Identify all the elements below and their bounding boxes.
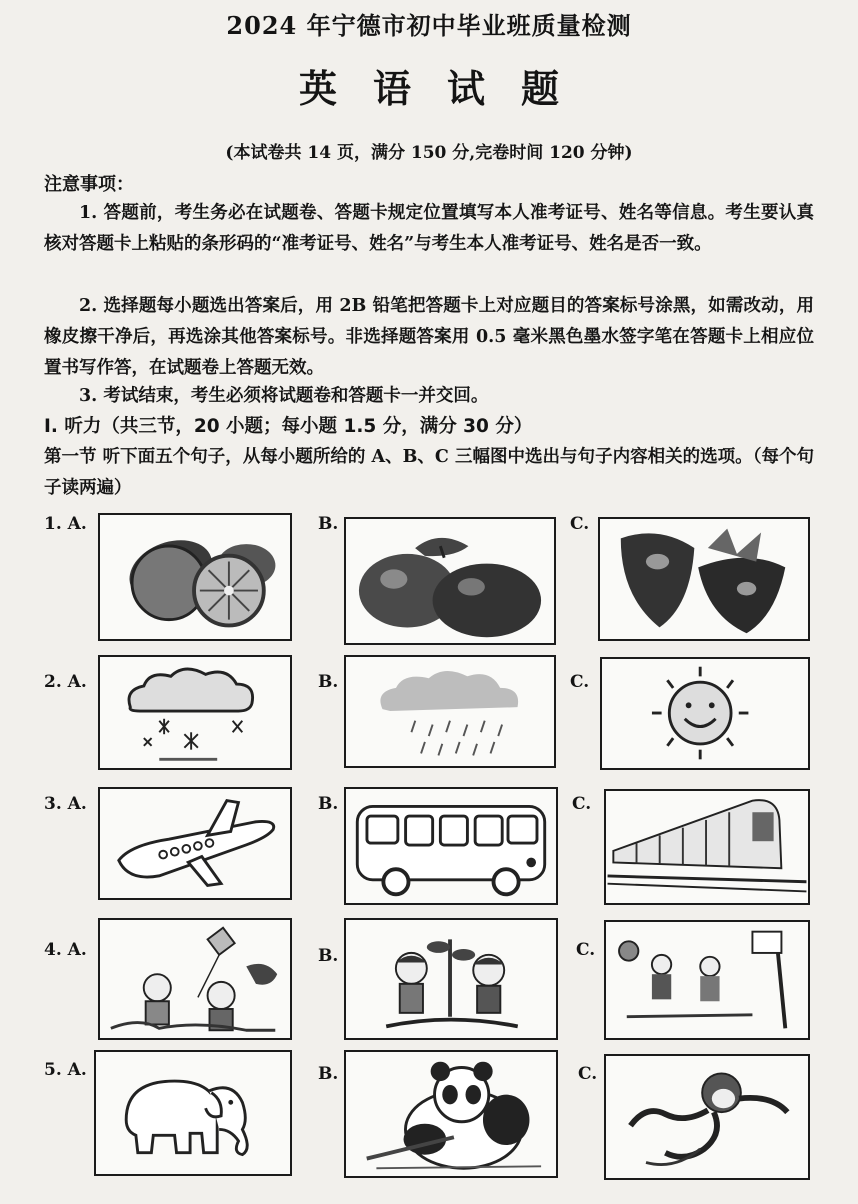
- question-4-option-b-label: B.: [318, 946, 339, 966]
- section-heading: Ⅰ. 听力（共三节，20 小题；每小题 1.5 分，满分 30 分）: [44, 416, 533, 437]
- question-5-option-c[interactable]: [604, 1054, 810, 1180]
- question-2-number: 2. A.: [44, 672, 87, 692]
- question-3-number: 3. A.: [44, 794, 87, 814]
- orange-icon: [100, 515, 290, 639]
- question-4-option-c-label: C.: [576, 940, 596, 960]
- apples-icon: [346, 519, 554, 643]
- question-3-option-b-label: B.: [318, 794, 339, 814]
- question-1-option-c[interactable]: [598, 517, 810, 641]
- kids-planting-tree-icon: [346, 920, 556, 1038]
- subject-title: 英语试题: [298, 66, 595, 111]
- notes-heading: 注意事项：: [44, 174, 134, 195]
- exam-title: 2024 年宁德市初中毕业班质量检测: [226, 11, 632, 40]
- question-2-option-b[interactable]: [344, 655, 556, 768]
- monkey-icon: [606, 1056, 808, 1178]
- question-5-option-b[interactable]: [344, 1050, 558, 1178]
- question-4-option-a[interactable]: [98, 918, 292, 1040]
- airplane-icon: [100, 789, 290, 898]
- kids-playing-basketball-icon: [606, 922, 808, 1038]
- question-3-option-b[interactable]: [344, 787, 558, 905]
- question-1-option-b-label: B.: [318, 514, 339, 534]
- question-1-option-c-label: C.: [570, 514, 590, 534]
- rain-cloud-icon: [346, 657, 554, 766]
- bus-icon: [346, 789, 556, 903]
- note-item-3: 3. 考试结束，考生必须将试题卷和答题卡一并交回。: [79, 386, 489, 406]
- sun-icon: [602, 659, 808, 768]
- section-intro: 第一节 听下面五个句子，从每小题所给的 A、B、C 三幅图中选出与句子内容相关的选项。（每个句子读两遍）: [44, 447, 814, 498]
- note-item-2: 2. 选择题每小题选出答案后，用 2B 铅笔把答题卡上对应题目的答案标号涂黑，如需改动，用橡皮擦干净后，再选涂其他答案标号。非选择题答案用 0.5 毫米黑色墨水签字笔在答题卡上相应位置书写作答，在试题卷上答题无效。: [44, 296, 814, 378]
- snow-cloud-icon: [100, 657, 290, 768]
- question-3-option-c[interactable]: [604, 789, 810, 905]
- strawberries-icon: [600, 519, 808, 639]
- question-2-option-a[interactable]: [98, 655, 292, 770]
- question-4-number: 4. A.: [44, 940, 87, 960]
- panda-icon: [346, 1052, 556, 1176]
- question-1-option-a[interactable]: [98, 513, 292, 641]
- question-5-option-b-label: B.: [318, 1064, 339, 1084]
- question-3-option-c-label: C.: [572, 794, 592, 814]
- question-4-option-b[interactable]: [344, 918, 558, 1040]
- question-5-option-c-label: C.: [578, 1064, 598, 1084]
- question-2-option-c-label: C.: [570, 672, 590, 692]
- train-icon: [606, 791, 808, 903]
- note-item-1: 1. 答题前，考生务必在试题卷、答题卡规定位置填写本人准考证号、姓名等信息。考生要认真核对答题卡上粘贴的条形码的“准考证号、姓名”与考生本人准考证号、姓名是否一致。: [44, 203, 814, 254]
- exam-info: (本试卷共 14 页，满分 150 分,完卷时间 120 分钟): [225, 143, 633, 163]
- question-5-option-a[interactable]: [94, 1050, 292, 1176]
- question-1-option-b[interactable]: [344, 517, 556, 645]
- question-1-number: 1. A.: [44, 514, 87, 534]
- question-5-number: 5. A.: [44, 1060, 87, 1080]
- elephant-icon: [96, 1052, 290, 1174]
- kids-flying-kite-icon: [100, 920, 290, 1038]
- question-2-option-c[interactable]: [600, 657, 810, 770]
- question-2-option-b-label: B.: [318, 672, 339, 692]
- question-3-option-a[interactable]: [98, 787, 292, 900]
- question-4-option-c[interactable]: [604, 920, 810, 1040]
